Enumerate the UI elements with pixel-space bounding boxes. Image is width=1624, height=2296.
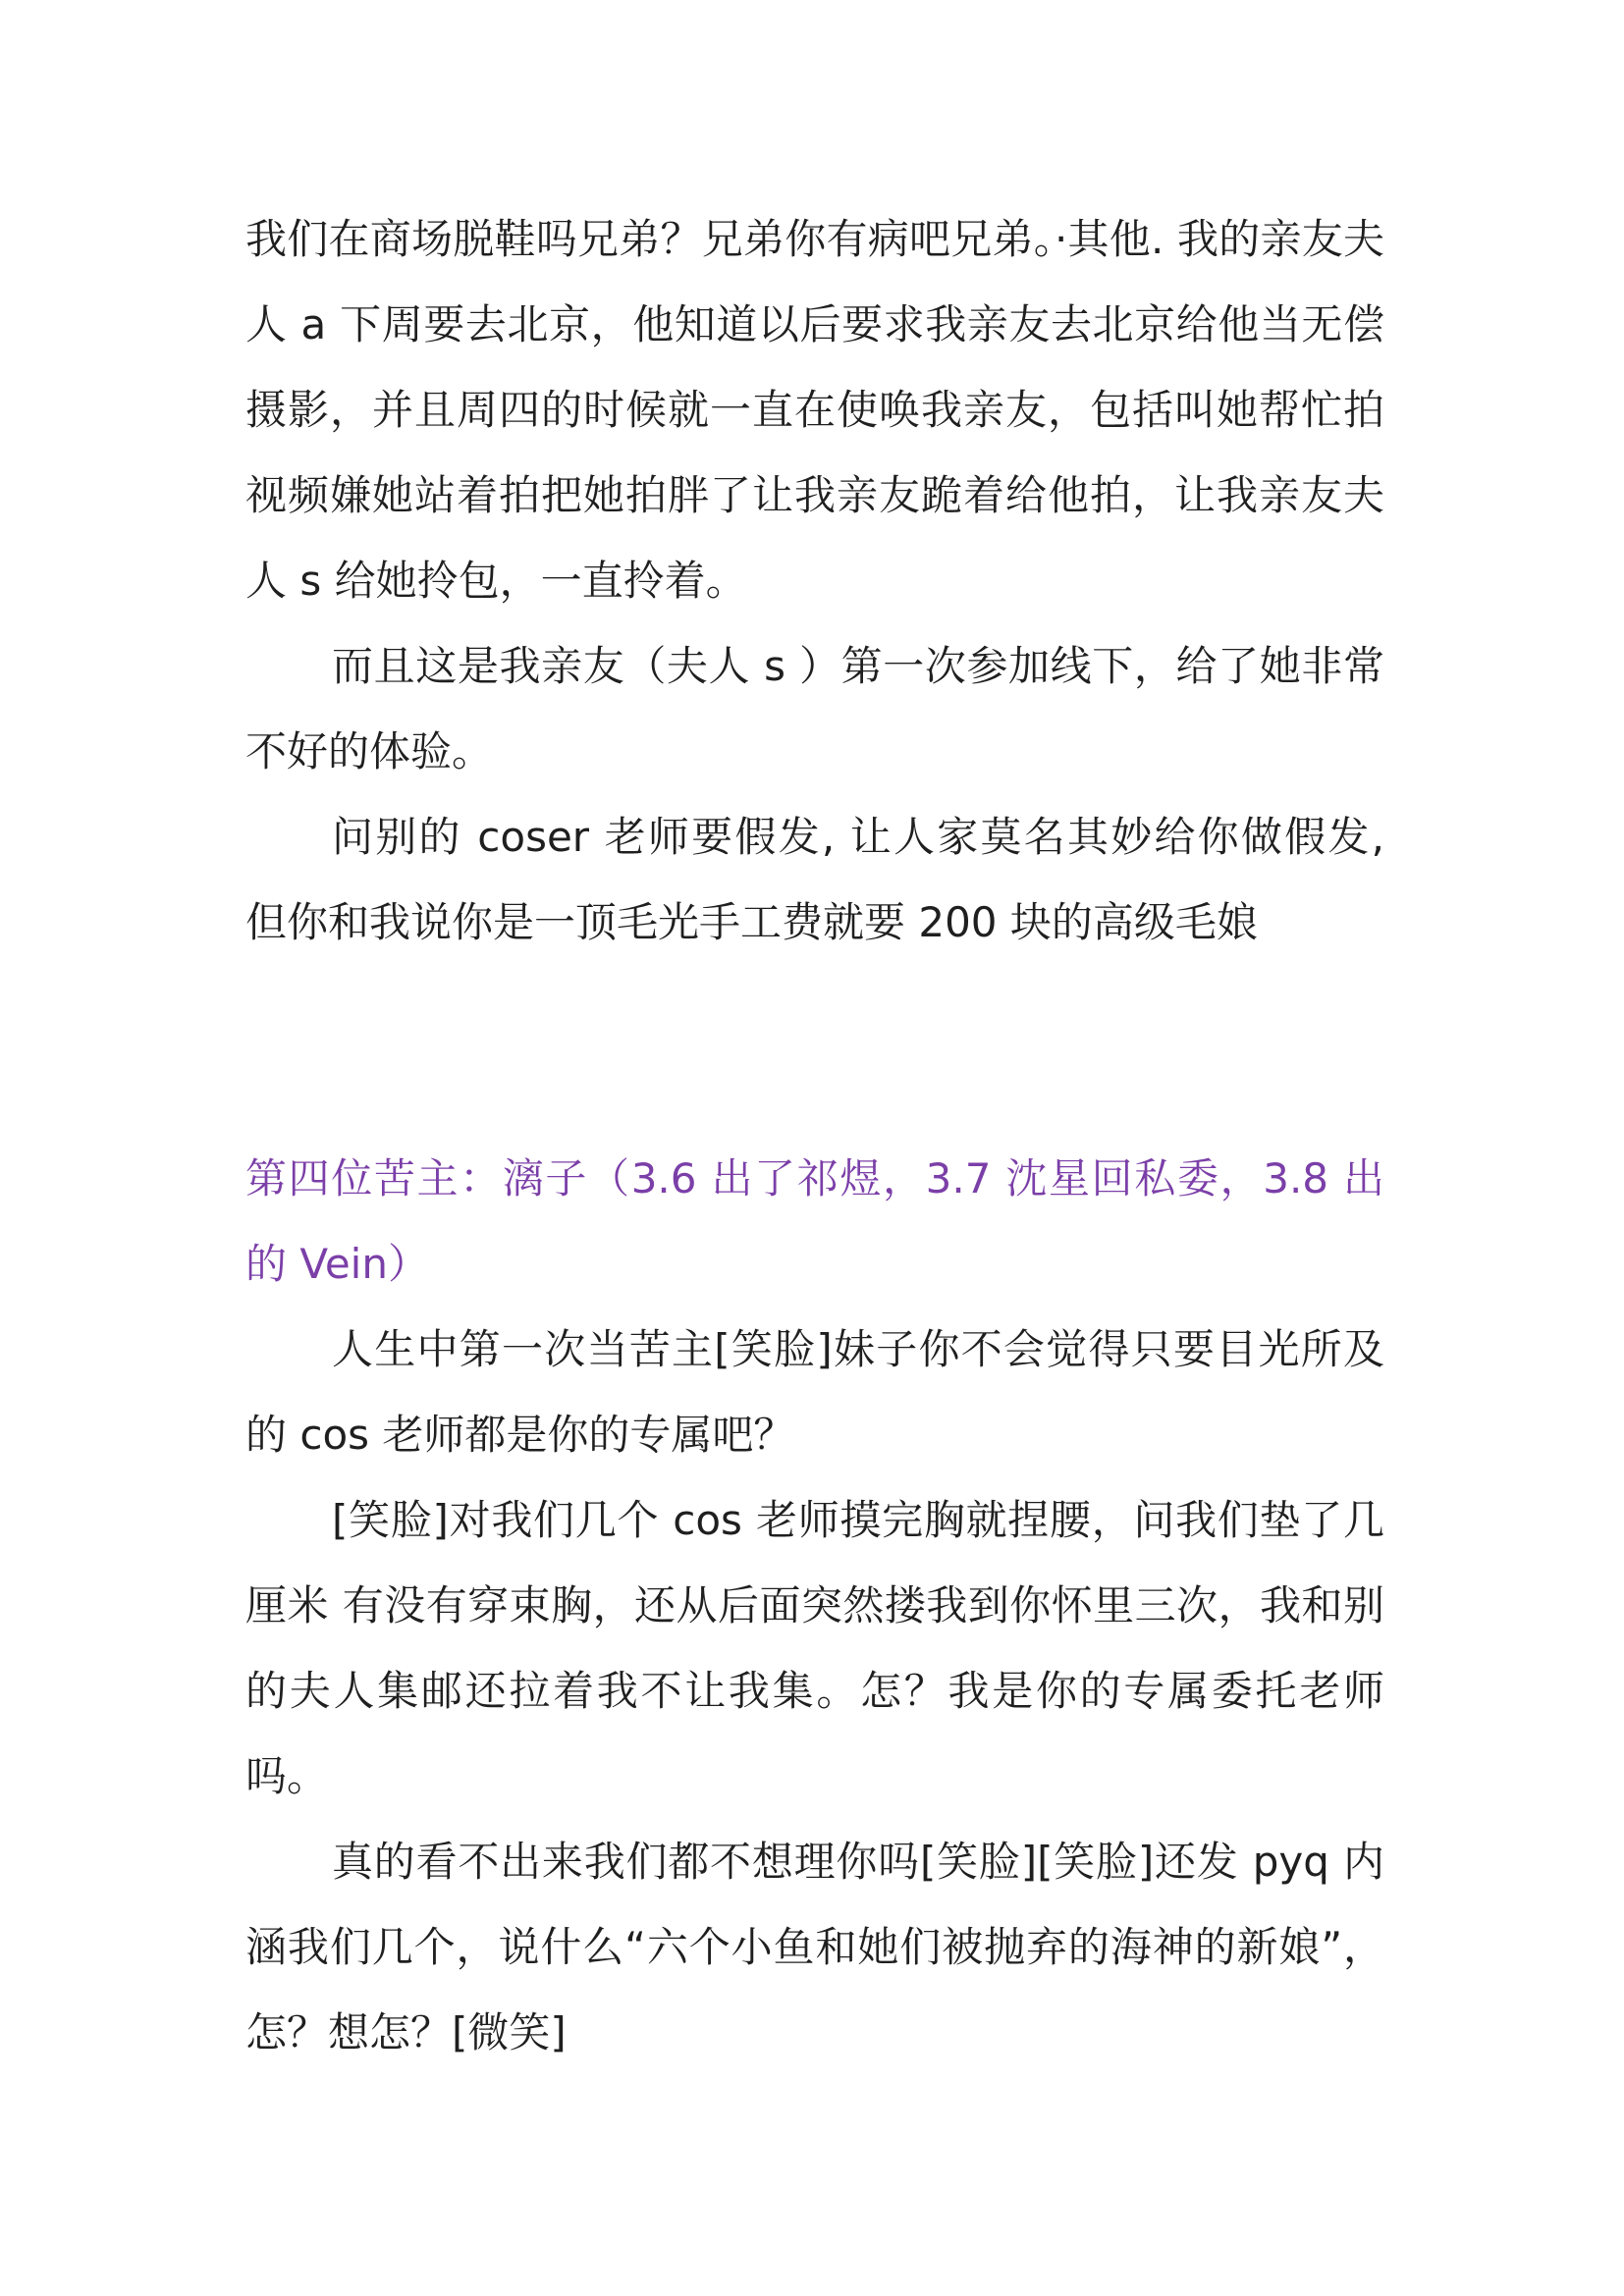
body-paragraph: 我们在商场脱鞋吗兄弟？兄弟你有病吧兄弟。·其他. 我的亲友夫人 a 下周要去北京，他知道以后要求我亲友去北京给他当无偿摄影，并且周四的时候就一直在使唤我亲友，包括叫她帮忙拍视频嫌她站着拍把她拍胖了让我亲友跪着给他拍，让我亲友夫人 s 给她拎包，一直拎着。	[245, 215, 1384, 605]
body-paragraph: [笑脸]对我们几个 cos 老师摸完胸就捏腰，问我们垫了几厘米 有没有穿束胸，还从后面突然搂我到你怀里三次，我和别的夫人集邮还拉着我不让我集。怎？我是你的专属委托老师吗。	[245, 1496, 1384, 1800]
section-spacer	[245, 965, 1384, 1136]
body-paragraph: 人生中第一次当苦主[笑脸]妹子你不会觉得只要目光所及的 cos 老师都是你的专属吧？	[245, 1325, 1384, 1459]
body-paragraph: 真的看不出来我们都不想理你吗[笑脸][笑脸]还发 pyq 内涵我们几个，说什么“六个小鱼和她们被抛弃的海神的新娘”，怎？想怎？[微笑]	[245, 1838, 1384, 2056]
body-paragraph: 而且这是我亲友（夫人 s ）第一次参加线下，给了她非常不好的体验。	[245, 642, 1384, 775]
section-heading: 第四位苦主：漓子（3.6 出了祁煜，3.7 沈星回私委，3.8 出的 Vein）	[245, 1154, 1384, 1288]
body-paragraph: 问别的 coser 老师要假发, 让人家莫名其妙给你做假发, 但你和我说你是一顶毛光手工费就要 200 块的高级毛娘	[245, 813, 1384, 946]
document-page	[245, 196, 1384, 2075]
